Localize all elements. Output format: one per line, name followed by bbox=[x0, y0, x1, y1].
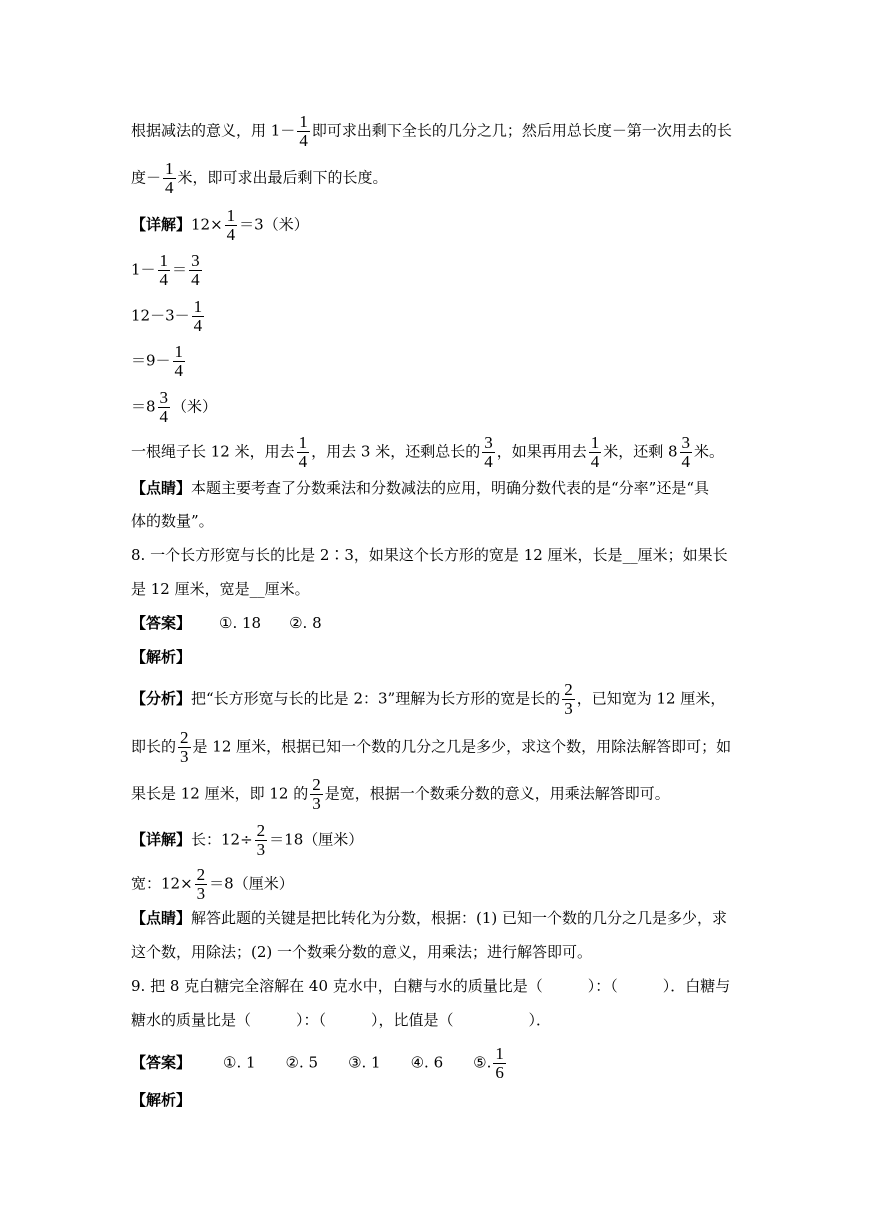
text: 糖水的质量比是（ ）：（ ），比值是（ ）． bbox=[131, 1011, 552, 1029]
q9-line-1 bbox=[131, 976, 730, 996]
comment-tag: 【点睛】 bbox=[131, 479, 192, 497]
fraction-2-3: $\frac{2}{3}$ bbox=[564, 680, 573, 718]
text: 1－ bbox=[131, 260, 156, 279]
detail-summary bbox=[131, 434, 724, 471]
text: ＝3（米） bbox=[239, 215, 309, 234]
text: ＝ bbox=[172, 260, 188, 279]
q9-jiexi bbox=[131, 1090, 191, 1110]
fraction-1-4: $\frac{1}{4}$ bbox=[193, 297, 203, 335]
detail-tag: 【详解】 bbox=[131, 215, 192, 234]
answer-5: ⑤. bbox=[473, 1053, 492, 1072]
q9-answer bbox=[131, 1045, 508, 1082]
q8-line-1 bbox=[131, 545, 728, 565]
fraction-1-6: $\frac{1}{6}$ bbox=[495, 1044, 504, 1082]
q8-fenxi-3 bbox=[131, 776, 670, 813]
fraction-2-3: $\frac{2}{3}$ bbox=[196, 865, 206, 903]
q8-line-2 bbox=[131, 579, 310, 599]
text: ＝18（厘米） bbox=[269, 830, 364, 849]
q8-detail-1 bbox=[131, 822, 363, 859]
q8-comment-1 bbox=[131, 908, 727, 928]
answer-blank: __ bbox=[249, 580, 265, 598]
fraction-1-4: $\frac{1}{4}$ bbox=[174, 342, 184, 380]
text: 果长是 12 厘米，即 12 的 bbox=[131, 784, 309, 803]
comment-line-1 bbox=[131, 478, 709, 498]
text: 本题主要考查了分数乘法和分数减法的应用，明确分数代表的是“分率”还是“具 bbox=[191, 479, 710, 497]
fraction-1-4: $\frac{1}{4}$ bbox=[159, 251, 169, 289]
text: 即可求出剩下全长的几分之几；然后用总长度－第一次用去的长 bbox=[311, 121, 732, 140]
text: 8. 一个长方形宽与长的比是 2∶3，如果这个长方形的宽是 12 厘米，长是 bbox=[131, 546, 623, 564]
analysis-tag: 【解析】 bbox=[131, 648, 192, 666]
detail-line-5 bbox=[131, 389, 217, 426]
analysis-line-1 bbox=[131, 113, 732, 150]
text: 是宽，根据一个数乘分数的意义，用乘法解答即可。 bbox=[324, 784, 670, 803]
fraction-3-4: $\frac{3}{4}$ bbox=[484, 433, 493, 471]
detail-line-2 bbox=[131, 252, 204, 289]
comment-line-2 bbox=[131, 511, 214, 531]
fraction-3-4: $\frac{3}{4}$ bbox=[159, 388, 169, 426]
text: ＝8（厘米） bbox=[209, 874, 294, 893]
text: 体的数量”。 bbox=[131, 512, 214, 530]
analysis-tag: 【解析】 bbox=[131, 1091, 192, 1109]
fraction-1-4: $\frac{1}{4}$ bbox=[298, 433, 308, 471]
comment-tag: 【点睛】 bbox=[131, 909, 192, 927]
answer-4: ④. 6 bbox=[410, 1053, 444, 1072]
detail-line-4 bbox=[131, 343, 187, 380]
answer-1: ①. 18 bbox=[219, 614, 262, 632]
fraction-3-4: $\frac{3}{4}$ bbox=[681, 433, 691, 471]
text: 宽：12× bbox=[131, 874, 193, 893]
text: 厘米。 bbox=[264, 580, 310, 598]
text: 即长的 bbox=[131, 737, 177, 756]
answer-blank: __ bbox=[622, 546, 638, 564]
answer-3: ③. 1 bbox=[348, 1053, 381, 1072]
text: 是 12 厘米，根据已知一个数的几分之几是多少，求这个数，用除法解答即可；如 bbox=[192, 737, 732, 756]
detail-line-1 bbox=[131, 207, 309, 244]
answer-tag: 【答案】 bbox=[131, 1053, 192, 1072]
q8-fenxi-1 bbox=[131, 681, 725, 718]
q8-jiexi bbox=[131, 647, 191, 667]
fraction-1-4: $\frac{1}{4}$ bbox=[226, 206, 236, 244]
q8-detail-2 bbox=[131, 866, 294, 903]
fraction-3-4: $\frac{3}{4}$ bbox=[191, 251, 200, 289]
text: 米。 bbox=[694, 442, 725, 461]
answer-1: ①. 1 bbox=[223, 1053, 256, 1072]
answer-2: ②. 8 bbox=[289, 614, 322, 632]
fraction-2-3: $\frac{2}{3}$ bbox=[312, 775, 321, 813]
detail-line-3 bbox=[131, 298, 206, 335]
q8-fenxi-2 bbox=[131, 729, 731, 766]
answer-2: ②. 5 bbox=[285, 1053, 319, 1072]
text: 一根绳子长 12 米，用去 bbox=[131, 442, 295, 461]
text: ＝8 bbox=[131, 397, 156, 416]
text: （米） bbox=[172, 397, 218, 416]
fraction-1-4: $\frac{1}{4}$ bbox=[590, 433, 600, 471]
q8-comment-2 bbox=[131, 942, 592, 962]
text: ，如果再用去 bbox=[496, 442, 587, 461]
q9-line-2 bbox=[131, 1010, 551, 1030]
text: 解答此题的关键是把比转化为分数，根据：(1) 已知一个数的几分之几是多少，求 bbox=[191, 909, 728, 927]
detail-tag: 【详解】 bbox=[131, 830, 192, 849]
analysis-line-2 bbox=[131, 160, 388, 197]
text: 根据减法的意义，用 1－ bbox=[131, 121, 296, 140]
text: 长：12÷ bbox=[191, 830, 253, 849]
fraction-1-4: $\frac{1}{4}$ bbox=[299, 112, 308, 150]
text: 这个数，用除法；(2) 一个数乘分数的意义，用乘法；进行解答即可。 bbox=[131, 943, 593, 961]
text: 12－3－ bbox=[131, 306, 190, 325]
text: 9. 把 8 克白糖完全溶解在 40 克水中，白糖与水的质量比是（ ）：（ ）．白糖与 bbox=[131, 977, 731, 995]
text: 12× bbox=[191, 215, 223, 234]
text: 厘米；如果长 bbox=[637, 546, 728, 564]
fraction-1-4: $\frac{1}{4}$ bbox=[165, 159, 174, 197]
fraction-2-3: $\frac{2}{3}$ bbox=[180, 728, 189, 766]
fraction-2-3: $\frac{2}{3}$ bbox=[256, 821, 266, 859]
text: ＝9－ bbox=[131, 351, 171, 370]
fenxi-tag: 【分析】 bbox=[131, 689, 192, 708]
text: 把“长方形宽与长的比是 2：3”理解为长方形的宽是长的 bbox=[191, 689, 561, 708]
answer-tag: 【答案】 bbox=[131, 614, 192, 632]
q8-answer bbox=[131, 613, 322, 633]
text: 米，还剩 8 bbox=[603, 442, 678, 461]
text: 米，即可求出最后剩下的长度。 bbox=[177, 168, 388, 187]
text: ，用去 3 米，还剩总长的 bbox=[311, 442, 481, 461]
text: 度－ bbox=[131, 168, 162, 187]
text: ，已知宽为 12 厘米， bbox=[576, 689, 726, 708]
text: 是 12 厘米，宽是 bbox=[131, 580, 250, 598]
